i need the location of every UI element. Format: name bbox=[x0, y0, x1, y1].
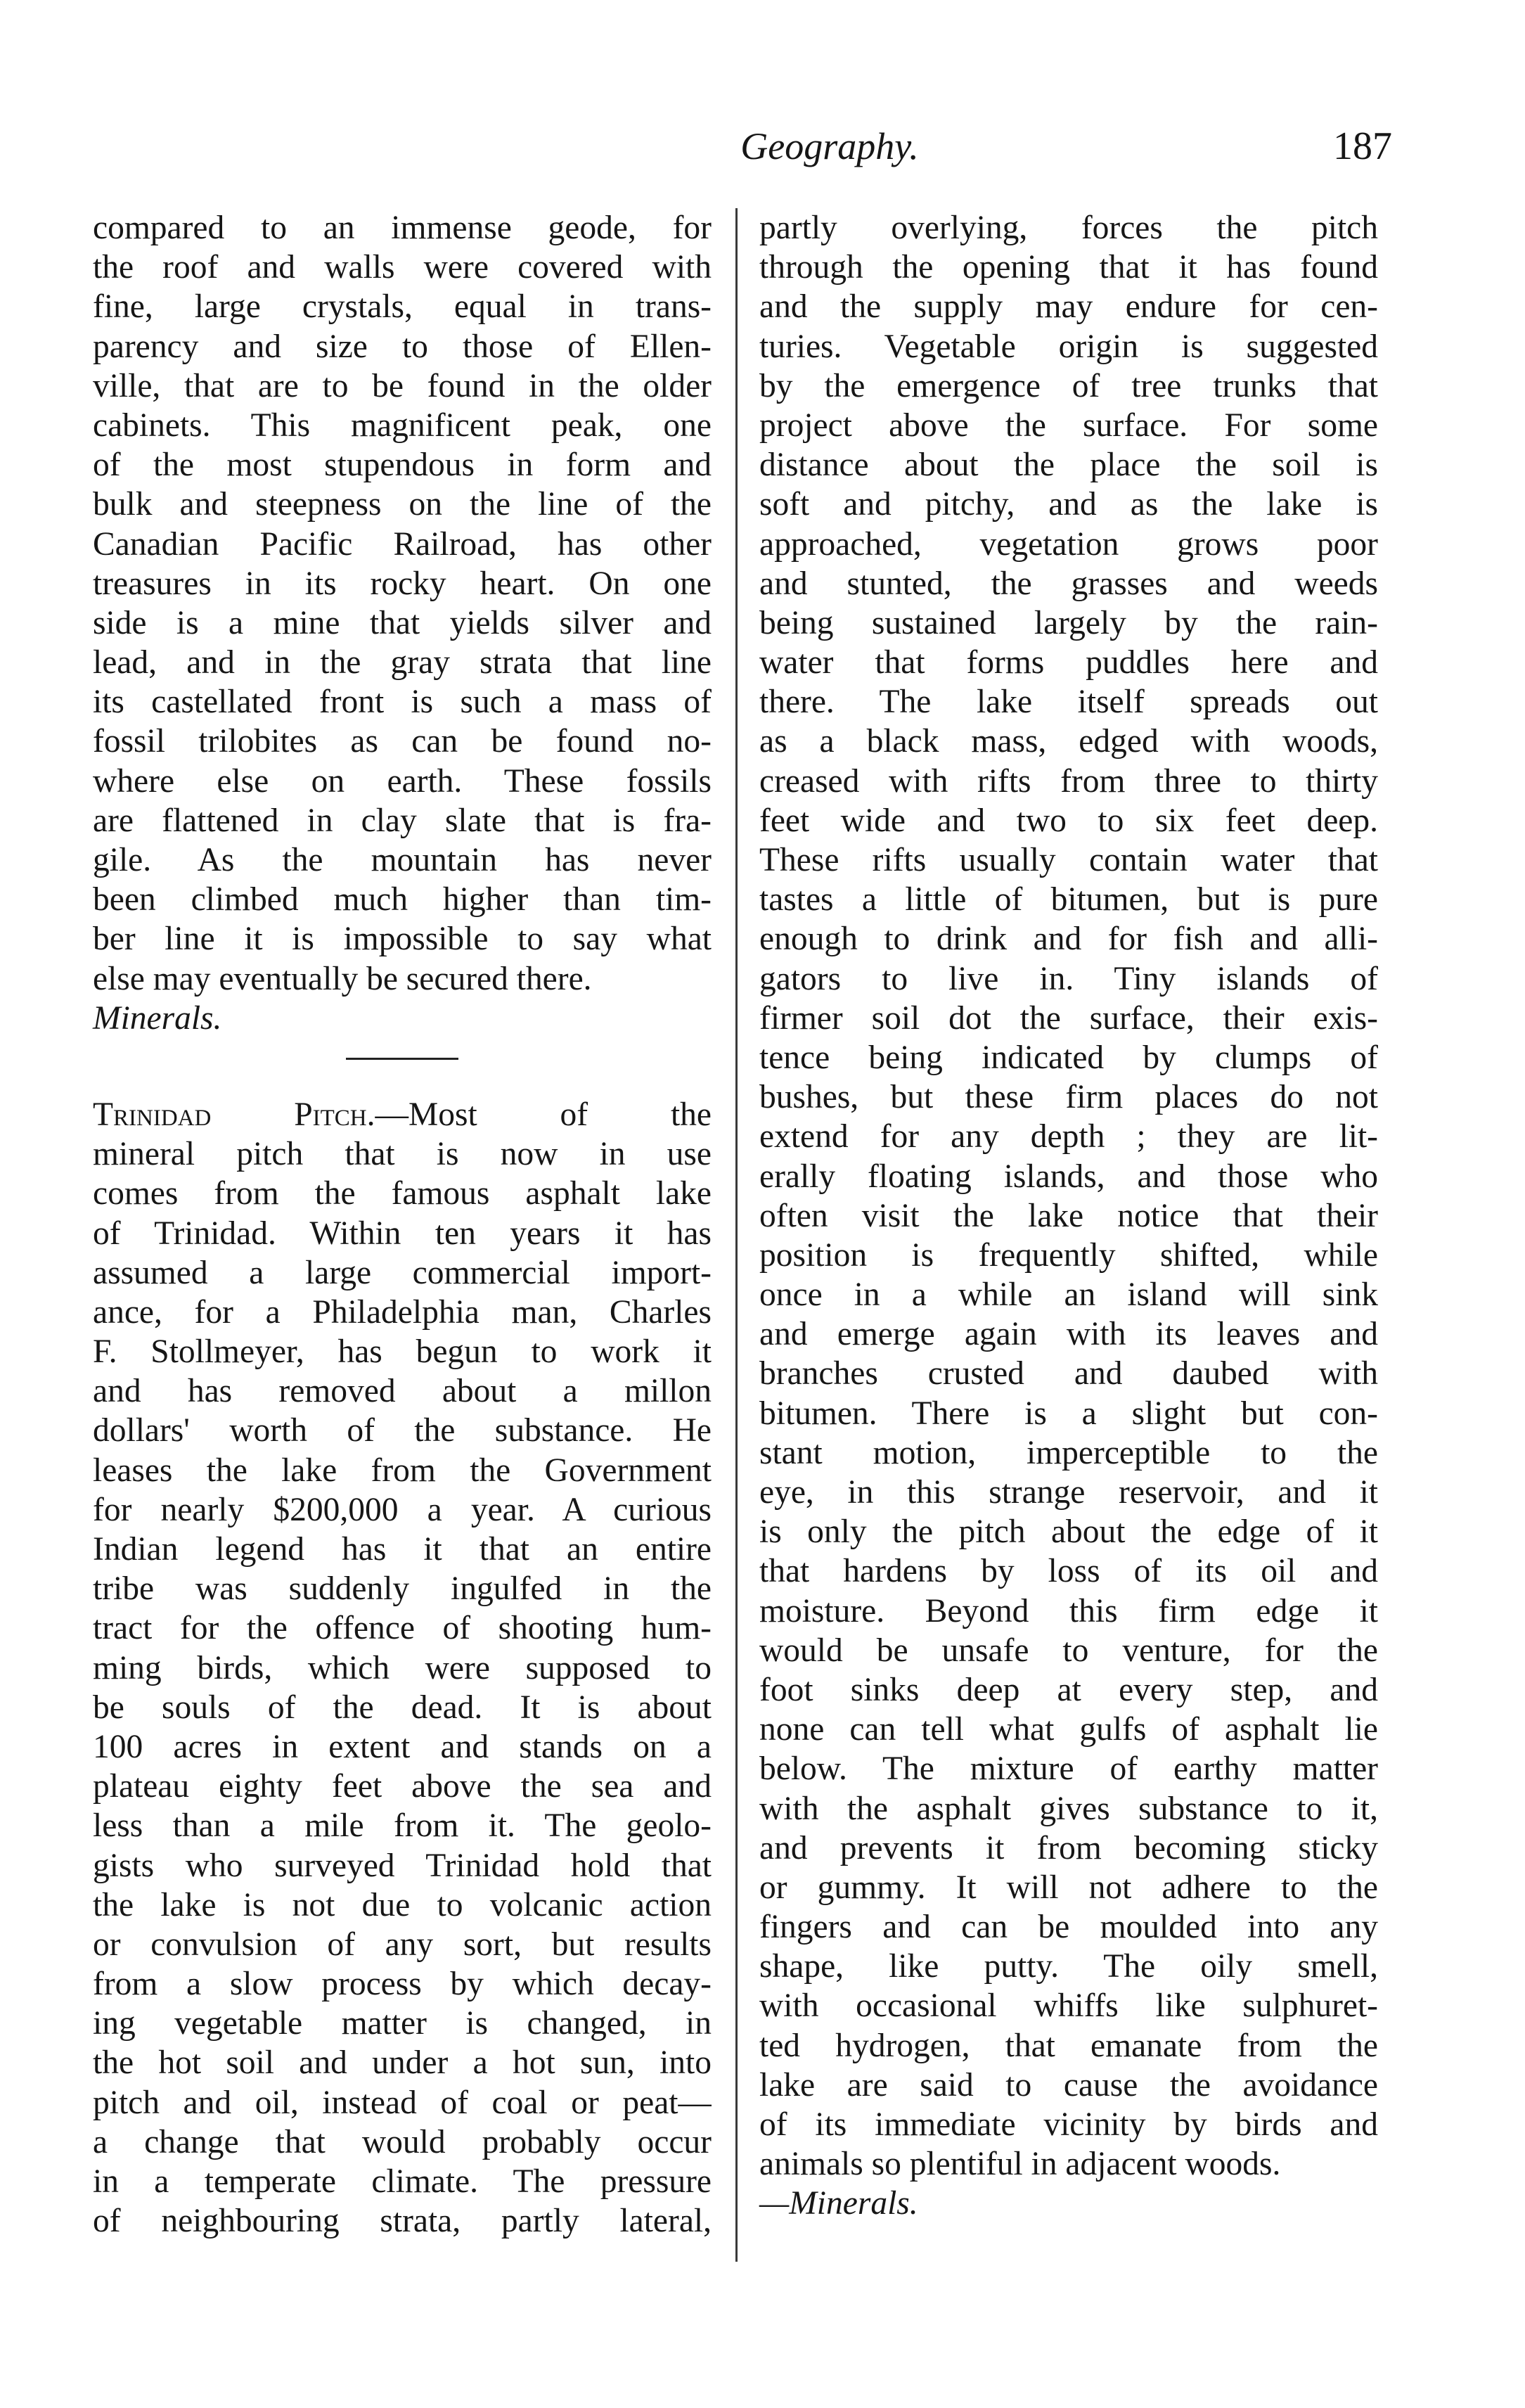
text-line: assumed a large commercial import- bbox=[93, 1254, 712, 1291]
text-line: ville, that are to be found in the older bbox=[93, 367, 712, 404]
text-line: or convulsion of any sort, but results bbox=[93, 1926, 712, 1963]
text-line: approached, vegetation grows poor bbox=[759, 525, 1378, 563]
text-line: none can tell what gulfs of asphalt lie bbox=[759, 1711, 1378, 1748]
text-line: plateau eighty feet above the sea and bbox=[93, 1768, 712, 1805]
text-line: of Trinidad. Within ten years it has bbox=[93, 1215, 712, 1252]
text-line: of its immediate vicinity by birds and bbox=[759, 2106, 1378, 2143]
heading-continuation: —Most of the bbox=[375, 1096, 712, 1133]
section-heading: Trinidad Pitch. bbox=[93, 1096, 375, 1133]
text-line: with the asphalt gives substance to it, bbox=[759, 1790, 1378, 1827]
text-line: lead, and in the gray strata that line bbox=[93, 644, 712, 681]
text-line: partly overlying, forces the pitch bbox=[759, 210, 1378, 246]
text-line: pitch and oil, instead of coal or peat— bbox=[93, 2084, 712, 2121]
text-line: there. The lake itself spreads out bbox=[759, 684, 1378, 721]
text-line: by the emergence of tree trunks that bbox=[759, 367, 1378, 404]
right-column bbox=[759, 208, 1378, 2224]
source-citation-right: —Minerals. bbox=[759, 2185, 918, 2222]
text-line: and the supply may endure for cen- bbox=[759, 288, 1378, 326]
text-line: tribe was suddenly ingulfed in the bbox=[93, 1570, 712, 1608]
text-line: foot sinks deep at every step, and bbox=[759, 1671, 1378, 1708]
text-line: from a slow process by which decay- bbox=[93, 1966, 712, 2003]
text-line: These rifts usually contain water that bbox=[759, 842, 1378, 878]
text-line: in a temperate climate. The pressure bbox=[93, 2163, 712, 2200]
text-line: branches crusted and daubed with bbox=[759, 1355, 1378, 1392]
text-line: Indian legend has it that an entire bbox=[93, 1531, 712, 1568]
text-line: that hardens by loss of its oil and bbox=[759, 1553, 1378, 1590]
text-line: is only the pitch about the edge of it bbox=[759, 1513, 1378, 1551]
text-line: 100 acres in extent and stands on a bbox=[93, 1728, 712, 1765]
text-line: ming birds, which were supposed to bbox=[93, 1649, 712, 1686]
text-line: gators to live in. Tiny islands of bbox=[759, 960, 1378, 997]
page-number: 187 bbox=[1333, 124, 1392, 168]
text-line: with occasional whiffs like sulphuret- bbox=[759, 1987, 1378, 2025]
text-line: water that forms puddles here and bbox=[759, 644, 1378, 681]
text-line: dollars' worth of the substance. He bbox=[93, 1412, 712, 1449]
text-line: of the most stupendous in form and bbox=[93, 447, 712, 484]
text-line: the lake is not due to volcanic action bbox=[93, 1886, 712, 1923]
text-line: and prevents it from becoming sticky bbox=[759, 1829, 1378, 1866]
text-line: parency and size to those of Ellen- bbox=[93, 328, 712, 365]
text-line: fine, large crystals, equal in trans- bbox=[93, 288, 712, 326]
text-line: below. The mixture of earthy matter bbox=[759, 1750, 1378, 1788]
text-line: eye, in this strange reservoir, and it bbox=[759, 1474, 1378, 1511]
text-line: be souls of the dead. It is about bbox=[93, 1689, 712, 1726]
text-line: else may eventually be secured there. bbox=[93, 960, 592, 997]
paragraph-trinidad-pitch bbox=[93, 1095, 712, 2241]
text-line: feet wide and two to six feet deep. bbox=[759, 802, 1378, 839]
text-line: shape, like putty. The oily smell, bbox=[759, 1948, 1378, 1985]
text-line: are flattened in clay slate that is fra- bbox=[93, 802, 712, 839]
text-line: ance, for a Philadelphia man, Charles bbox=[93, 1293, 712, 1331]
text-line: soft and pitchy, and as the lake is bbox=[759, 486, 1378, 523]
text-line: less than a mile from it. The geolo- bbox=[93, 1807, 712, 1845]
text-line: comes from the famous asphalt lake bbox=[93, 1175, 712, 1212]
text-line: distance about the place the soil is bbox=[759, 447, 1378, 484]
text-line: ted hydrogen, that emanate from the bbox=[759, 2027, 1378, 2064]
text-line: bulk and steepness on the line of the bbox=[93, 486, 712, 523]
text-line: cabinets. This magnificent peak, one bbox=[93, 406, 712, 444]
text-line: compared to an immense geode, for bbox=[93, 210, 712, 246]
text-line: mineral pitch that is now in use bbox=[93, 1136, 712, 1173]
paragraph-trinidad-continued bbox=[759, 208, 1378, 2184]
text-line: would be unsafe to venture, for the bbox=[759, 1632, 1378, 1669]
left-column bbox=[93, 208, 712, 2241]
text-line: being sustained largely by the rain- bbox=[759, 604, 1378, 641]
text-line: moisture. Beyond this firm edge it bbox=[759, 1592, 1378, 1629]
text-line: firmer soil dot the surface, their exis- bbox=[759, 999, 1378, 1037]
text-line: tract for the offence of shooting hum- bbox=[93, 1610, 712, 1647]
text-line: lake are said to cause the avoidance bbox=[759, 2066, 1378, 2103]
text-line: enough to drink and for fish and alli- bbox=[759, 921, 1378, 958]
text-line: a change that would probably occur bbox=[93, 2123, 712, 2160]
text-line: the roof and walls were covered with bbox=[93, 249, 712, 286]
text-line: extend for any depth ; they are lit- bbox=[759, 1118, 1378, 1155]
text-line: fingers and can be moulded into any bbox=[759, 1909, 1378, 1946]
paragraph-geode bbox=[93, 208, 712, 999]
text-line: for nearly $200,000 a year. A curious bbox=[93, 1491, 712, 1528]
text-line: stant motion, imperceptible to the bbox=[759, 1434, 1378, 1471]
text-line: ing vegetable matter is changed, in bbox=[93, 2005, 712, 2042]
text-line: tence being indicated by clumps of bbox=[759, 1039, 1378, 1076]
text-line: and emerge again with its leaves and bbox=[759, 1316, 1378, 1353]
text-line: erally floating islands, and those who bbox=[759, 1158, 1378, 1195]
text-line: once in a while an island will sink bbox=[759, 1276, 1378, 1314]
text-line: gists who surveyed Trinidad hold that bbox=[93, 1847, 712, 1884]
text-line: and stunted, the grasses and weeds bbox=[759, 565, 1378, 602]
text-line: leases the lake from the Government bbox=[93, 1452, 712, 1489]
section-divider bbox=[346, 1058, 458, 1060]
paragraph-first-line bbox=[93, 1095, 712, 1134]
text-line: and has removed about a millon bbox=[93, 1373, 712, 1410]
text-line: bushes, but these firm places do not bbox=[759, 1079, 1378, 1116]
running-head bbox=[84, 118, 1406, 174]
text-line: often visit the lake notice that their bbox=[759, 1197, 1378, 1234]
running-title: Geography. bbox=[740, 125, 919, 167]
text-line: Canadian Pacific Railroad, has other bbox=[93, 525, 712, 563]
text-line: tastes a little of bitumen, but is pure bbox=[759, 881, 1378, 918]
text-line: side is a mine that yields silver and bbox=[93, 604, 712, 641]
text-line: or gummy. It will not adhere to the bbox=[759, 1869, 1378, 1906]
text-line: fossil trilobites as can be found no- bbox=[93, 723, 712, 760]
text-line: animals so plentiful in adjacent woods. bbox=[759, 2146, 1281, 2183]
text-line: the hot soil and under a hot sun, into bbox=[93, 2044, 712, 2082]
text-line: project above the surface. For some bbox=[759, 406, 1378, 444]
text-line: where else on earth. These fossils bbox=[93, 762, 712, 800]
text-line: ber line it is impossible to say what bbox=[93, 921, 712, 958]
text-line: turies. Vegetable origin is suggested bbox=[759, 328, 1378, 365]
text-line: creased with rifts from three to thirty bbox=[759, 762, 1378, 800]
text-line: position is frequently shifted, while bbox=[759, 1236, 1378, 1274]
text-line: been climbed much higher than tim- bbox=[93, 881, 712, 918]
text-line: through the opening that it has found bbox=[759, 249, 1378, 286]
text-line: gile. As the mountain has never bbox=[93, 842, 712, 878]
text-line: F. Stollmeyer, has begun to work it bbox=[93, 1333, 712, 1371]
text-line: of neighbouring strata, partly lateral, bbox=[93, 2203, 712, 2240]
text-line: treasures in its rocky heart. On one bbox=[93, 565, 712, 602]
text-line: as a black mass, edged with woods, bbox=[759, 723, 1378, 760]
source-citation: Minerals. bbox=[93, 999, 222, 1037]
text-line: its castellated front is such a mass of bbox=[93, 684, 712, 721]
column-rule bbox=[735, 208, 738, 2262]
text-line: bitumen. There is a slight but con- bbox=[759, 1395, 1378, 1432]
